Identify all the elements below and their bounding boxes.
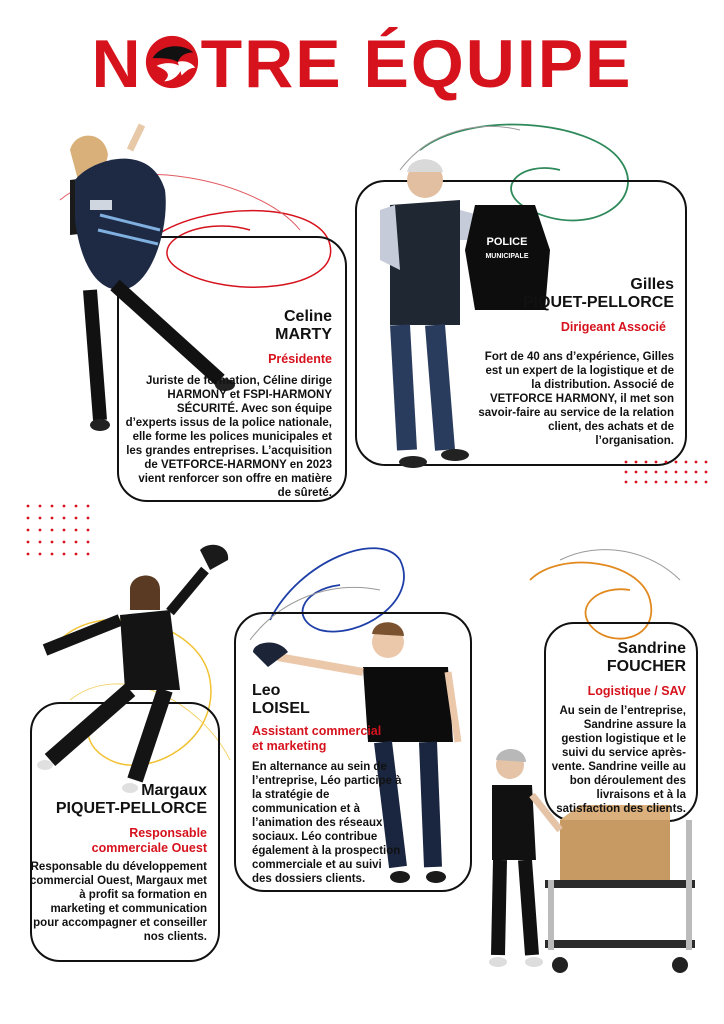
gilles-last-name: PIQUET-PELLORCE — [522, 294, 674, 311]
leo-bio: En alternance au sein de l’entreprise, Léo participe à la stratégie de communication et à l’animation des réseaux sociaux. Léo contribue également à la prospection commerciale et au suivi des dossiers clients. — [252, 761, 402, 885]
leo-role: Assistant commercial et marketing — [252, 724, 382, 753]
title-rest: TRE ÉQUIPE — [200, 26, 633, 102]
sandrine-bio: Au sein de l’entreprise, Sandrine assure la gestion logistique et le suivi du service après-vente. Sandrine veille au bon déroulement des livraisons et à la satisfaction des clients. — [551, 705, 686, 815]
celine-first-name: Celine — [283, 308, 332, 325]
sandrine-last-name: FOUCHER — [606, 658, 686, 675]
gilles-first-name: Gilles — [630, 276, 674, 293]
eagle-icon — [143, 33, 201, 91]
title-first-letter: N — [91, 26, 143, 102]
person-margaux-photo — [30, 540, 240, 800]
gilles-role: Dirigeant Associé — [560, 320, 666, 334]
celine-last-name: MARTY — [275, 326, 332, 343]
margaux-last-name: PIQUET-PELLORCE — [55, 800, 207, 817]
margaux-role: Responsable commerciale Ouest — [91, 826, 207, 855]
margaux-bio: Responsable du développement commercial Ouest, Margaux met à profit sa formation en marketing et communication pour accompagner et conseiller nos clients. — [29, 861, 207, 943]
sandrine-first-name: Sandrine — [617, 640, 686, 657]
sandrine-role: Logistique / SAV — [587, 684, 686, 698]
celine-bio: Juriste de formation, Céline dirige HARMONY et FSPI-HARMONY SÉCURITÉ. Avec son équipe d’experts issus de la police nationale, elle forme les polices municipales et les grandes entreprises. L’acquisition de VETFORCE-HARMONY en 2023 vient renforcer son offre en matière de sûreté. — [125, 375, 332, 499]
decorative-dots-right — [622, 458, 712, 486]
margaux-first-name: Margaux — [141, 782, 207, 799]
vest-label-municipale: MUNICIPALE — [485, 253, 529, 260]
page-title — [0, 26, 724, 102]
leo-first-name: Leo — [252, 682, 281, 699]
gilles-bio: Fort de 40 ans d’expérience, Gilles est un expert de la logistique et de la distribution. Associé de VETFORCE HARMONY, il met son savoir-faire au service de la relation client, des achats et de l’organisation. — [478, 351, 674, 447]
celine-role: Présidente — [268, 352, 332, 366]
vest-label-police: POLICE — [486, 236, 528, 248]
leo-last-name: LOISEL — [252, 700, 310, 717]
